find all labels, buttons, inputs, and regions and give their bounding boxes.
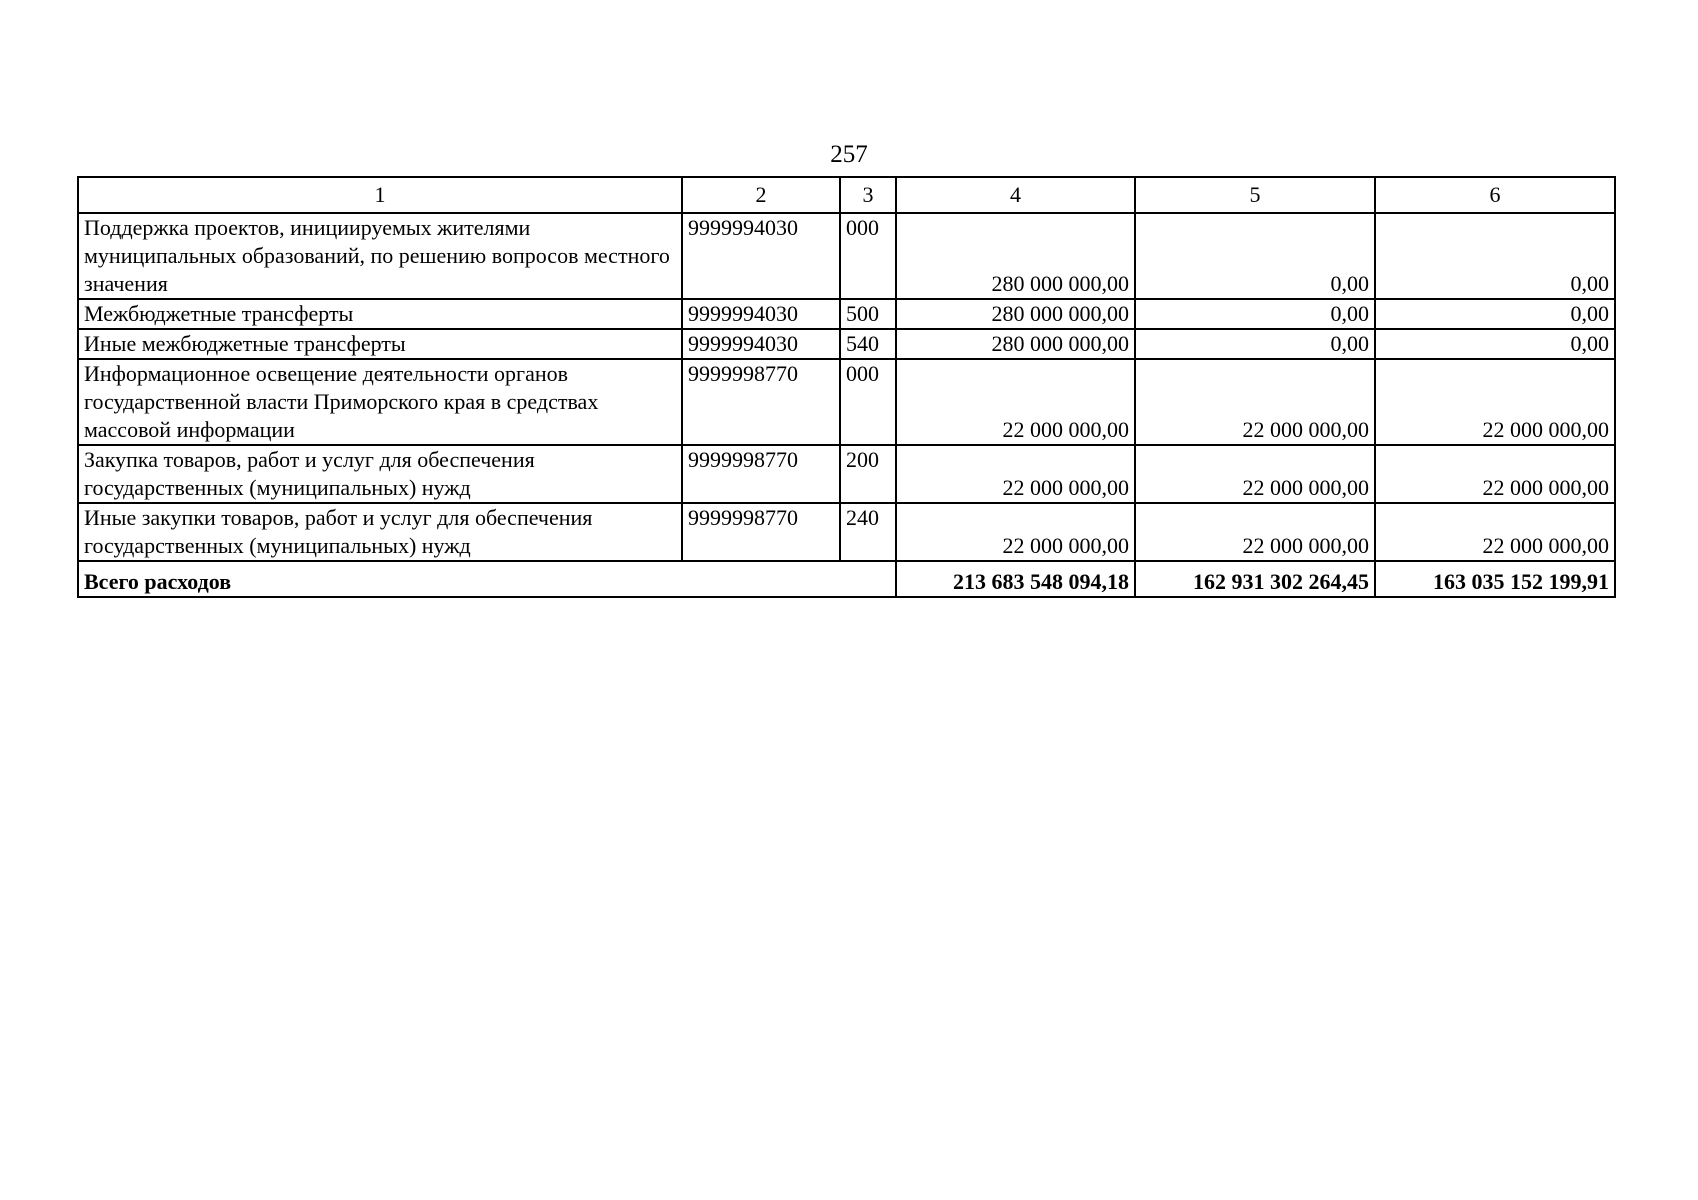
row-amount-year3: 0,00 (1375, 329, 1615, 359)
row-target-code: 9999994030 (682, 329, 840, 359)
budget-table (77, 176, 1616, 598)
row-amount-year2: 22 000 000,00 (1135, 503, 1375, 561)
total-amount-year3: 163 035 152 199,91 (1375, 561, 1615, 597)
row-expense-type: 500 (840, 299, 896, 329)
row-amount-year3: 0,00 (1375, 299, 1615, 329)
row-amount-year3: 22 000 000,00 (1375, 445, 1615, 503)
row-amount-year2: 0,00 (1135, 213, 1375, 299)
row-amount-year2: 0,00 (1135, 329, 1375, 359)
row-amount-year3: 0,00 (1375, 213, 1615, 299)
row-name: Поддержка проектов, инициируемых жителями муниципальных образований, по решению вопросов местного значения (78, 213, 682, 299)
row-target-code: 9999998770 (682, 445, 840, 503)
column-header-1: 1 (78, 177, 682, 213)
row-amount-year1: 280 000 000,00 (896, 299, 1135, 329)
row-amount-year1: 280 000 000,00 (896, 329, 1135, 359)
column-header-4: 4 (896, 177, 1135, 213)
total-amount-year2: 162 931 302 264,45 (1135, 561, 1375, 597)
row-expense-type: 240 (840, 503, 896, 561)
column-header-6: 6 (1375, 177, 1615, 213)
total-amount-year1: 213 683 548 094,18 (896, 561, 1135, 597)
table-row (78, 445, 1615, 503)
total-row (78, 561, 1615, 597)
row-target-code: 9999994030 (682, 213, 840, 299)
row-amount-year2: 22 000 000,00 (1135, 359, 1375, 445)
table-row (78, 329, 1615, 359)
column-header-3: 3 (840, 177, 896, 213)
column-header-2: 2 (682, 177, 840, 213)
row-expense-type: 000 (840, 213, 896, 299)
table-row (78, 359, 1615, 445)
row-name: Закупка товаров, работ и услуг для обеспечения государственных (муниципальных) нужд (78, 445, 682, 503)
row-amount-year1: 280 000 000,00 (896, 213, 1135, 299)
row-amount-year2: 0,00 (1135, 299, 1375, 329)
row-name: Информационное освещение деятельности органов государственной власти Приморского края в средствах массовой информации (78, 359, 682, 445)
row-name: Иные межбюджетные трансферты (78, 329, 682, 359)
table-row (78, 299, 1615, 329)
table-row (78, 503, 1615, 561)
row-expense-type: 200 (840, 445, 896, 503)
row-expense-type: 000 (840, 359, 896, 445)
row-amount-year1: 22 000 000,00 (896, 445, 1135, 503)
row-target-code: 9999998770 (682, 503, 840, 561)
row-name: Межбюджетные трансферты (78, 299, 682, 329)
row-amount-year2: 22 000 000,00 (1135, 445, 1375, 503)
row-amount-year3: 22 000 000,00 (1375, 503, 1615, 561)
row-expense-type: 540 (840, 329, 896, 359)
row-amount-year3: 22 000 000,00 (1375, 359, 1615, 445)
row-name: Иные закупки товаров, работ и услуг для обеспечения государственных (муниципальных) нужд (78, 503, 682, 561)
column-header-5: 5 (1135, 177, 1375, 213)
row-target-code: 9999994030 (682, 299, 840, 329)
page-number: 257 (830, 141, 868, 168)
table-row (78, 213, 1615, 299)
row-amount-year1: 22 000 000,00 (896, 503, 1135, 561)
total-label: Всего расходов (78, 561, 896, 597)
row-amount-year1: 22 000 000,00 (896, 359, 1135, 445)
row-target-code: 9999998770 (682, 359, 840, 445)
table-header-row (78, 177, 1615, 213)
